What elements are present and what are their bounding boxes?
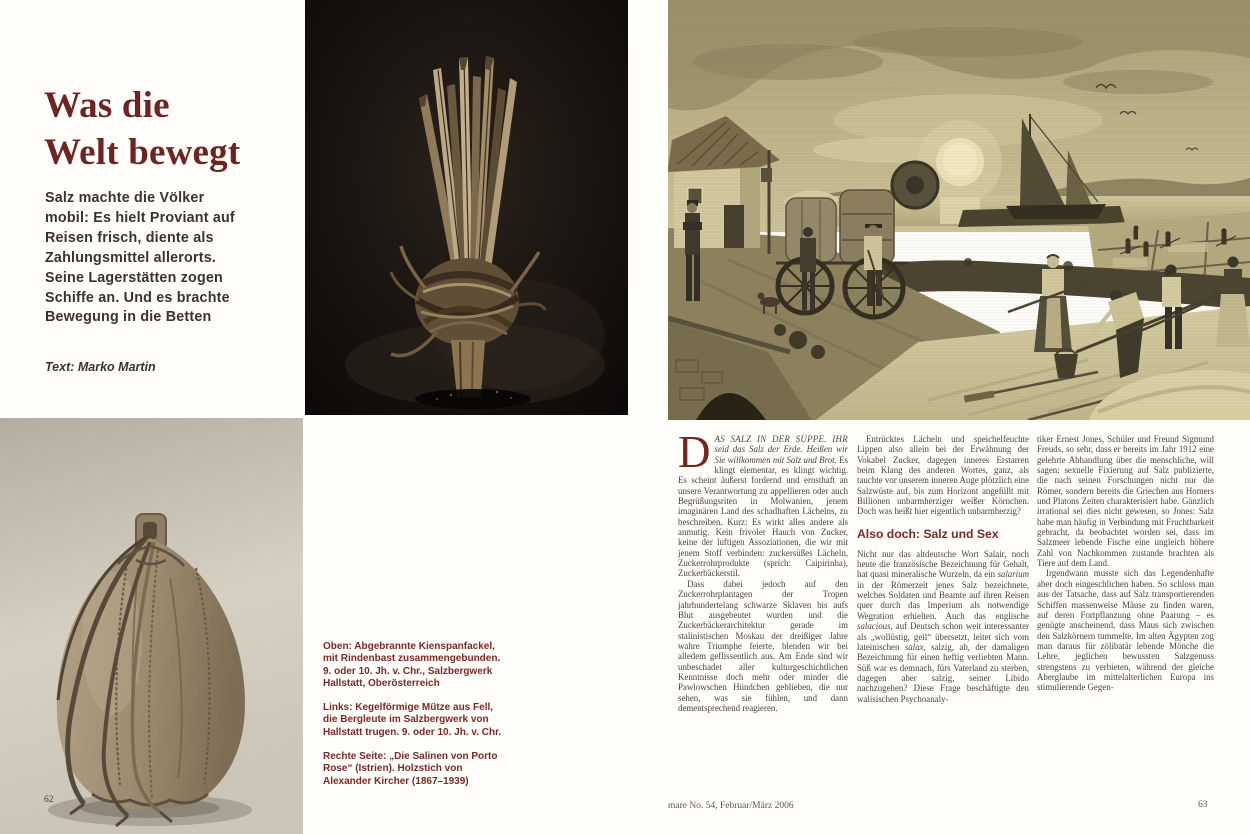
drop-cap: D: [678, 427, 711, 477]
page-title: [44, 82, 304, 176]
fur-cap-photo-art: [0, 418, 303, 834]
body-paragraph: Irgendwann musste sich das Legendenhafte aber doch eingeschlichen haben. So schloss man aus der Tatsache, dass auf Salz transportierenden Schiffen massenweise Mäuse zu finden waren, auf deren Fortpflanzung ohne Paarung – es genügte anscheinend, dass Maus sich zwischen den Salzkörnern tummelte. Im alten Ägypten zog man daraus für zölibatär lebende Mönche die Lehre, jeglichen bewussten Salzgenuss strengstens zu verbieten, während der gleiche Aberglaube im mittelalterlichen Europa ins stimulierende Gegen-: [1037, 568, 1214, 693]
torch-photo-art: [305, 0, 628, 415]
article-column-2: [857, 434, 1029, 800]
body-text: Nicht nur das altdeutsche Wort Salair, noch heute die französische Bezeichnung für Gehalt, hat quasi mineralische Wurzeln, da ein: [857, 548, 1029, 580]
byline: Text: Marko Martin: [45, 360, 156, 374]
latin-term: salarium: [997, 569, 1029, 580]
standfirst: Salz machte die Völker mobil: Es hielt Proviant auf Reisen frisch, diente als Zahlungsmittel allerorts. Seine Lagerstätten zogen Schiffe an. Und es brachte Bewegung in die Betten: [45, 190, 235, 326]
salt-works-engraving: [668, 0, 1250, 420]
page-number-right: 63: [1198, 800, 1208, 810]
body-text: Es klingt elementar, es klingt wichtig. Es scheint äußerst fordernd und ernsthaft an unsere Verantwortung zu appellieren oder auch Begrüßungsriten in Molwanien, jenem imaginären Land des schadhaften Lächelns, zu beschreiben. Kurz: Es wirkt alles andere als anmutig. Kein frivoler Hauch von Zucker, keine der luftigen Assoziationen, die wir mit jenem Stoff verbinden: zuckersüßes Lächeln, Zuckerrohrprodukte (sprich: Caipirinha), Zuckerbäckerstil.: [678, 454, 848, 579]
intro-italic: seid das Salz der Erde. Heißen wir Sie willkommen mit Salz und Brot.: [714, 444, 848, 465]
article-intro-paragraph: [678, 427, 848, 579]
issue-footer: mare No. 54, Februar/März 2006: [668, 801, 794, 811]
torch-photo: [305, 0, 628, 415]
caption-top-photo: Oben: Abgebrannte Kienspanfackel, mit Rindenbast zusammengebunden. 9. oder 10. Jh. v. Chr., Salzbergwerk Hallstatt, Oberösterreich: [323, 641, 501, 689]
fur-cap-photo: [0, 418, 303, 834]
article-column-1: [678, 427, 848, 800]
title-line-2: Welt bewegt: [44, 132, 241, 173]
latin-term: salax: [904, 641, 924, 652]
body-paragraph: tiker Ernest Jones, Schüler und Freund Sigmund Freuds, so sehr, dass er bereits im Jahr 1912 eine gelehrte Abhandlung über die menschliche, will sagen: sexuelle Fixierung auf Salz publizierte, die nach seinen Forschungen nicht nur die Römer, sondern bereits die Griechen aus Homers und Platons Zeiten charakterisiert habe. Gänzlich irrational sei dies nicht gewesen, so Jones: Salz habe man häufig in Verbindung mit Fruchtbarkeit gebracht, da beobachtet worden sei, dass im Salzmeer lebende Fische eine ungleich höhere Zahl von Nachkommen zustande brachten als Tiere auf dem Land.: [1037, 434, 1214, 569]
page-number-left: 62: [44, 795, 54, 805]
body-text: in der Römerzeit jenes Salz bezeichnete, welches Soldaten und Beamte auf ihren Reisen quer durch das Imperium als notwendige Wegration erhielten. Auch das englische: [857, 579, 1029, 621]
body-paragraph: [857, 549, 1029, 704]
latin-term: salacious: [857, 621, 891, 632]
caption-right-page: Rechte Seite: „Die Salinen von Porto Rose“ (Istrien). Holzstich von Alexander Kircher (1867–1939): [323, 751, 498, 787]
intro-caps: AS SALZ IN DER SUPPE. IHR: [714, 434, 848, 444]
section-subhead: Also doch: Salz und Sex: [857, 526, 999, 541]
salt-works-engraving-art: [668, 0, 1250, 420]
body-paragraph: Dass dabei jedoch auf den Zuckerrohrplantagen der Tropen jahrhundertelang schwarze Sklaven bis aufs Blut ausgebeutet wurden und die Zuckerbäckerarchitektur gerade im stalinistischen Moskau der dreißiger Jahre wahre Triumphe feierte, blenden wir bei alledem geflissentlich aus. Am Ende sind wir unbeschadet aller kulturgeschichtlichen Kenntnisse doch mehr oder minder die Pawlowschen Hündchen geblieben, die nur sehen, was sie fühlen, und dann dementsprechend reagieren.: [678, 578, 848, 713]
body-text: , salzig, ab, der damaligen Bezeichnung für einen heftig verliebten Mann. Süß war es demnach, fürs Vaterland zu sterben, dagegen aber salzig, seiner Libido nachzugehen? Diese Frage beschäftigte den walisischen Psychoanaly-: [857, 641, 1030, 704]
body-paragraph: Entrücktes Lächeln und speichelfeuchte Lippen also allein bei der Erwähnung der Vokabel Zucker, dagegen inneres Erstarren beim Klang des anderen Wortes, ganz, als tauchte vor unserem inneren Auge plötzlich eine Salzwüste auf, bis zum Horizont angefüllt mit Billionen unbarmherziger weißer Körnchen. Doch was heißt hier eigentlich unbarmherzig?: [857, 434, 1030, 517]
body-text: , auf Deutsch schon weit interessanter als „wollüstig, geil“ übersetzt, leitet sich vom lateinischen: [857, 621, 1029, 652]
caption-block: [323, 641, 503, 800]
article-column-3: [1037, 434, 1214, 800]
title-line-1: Was die: [44, 85, 170, 126]
caption-left-photo: Links: Kegelförmige Mütze aus Fell, die Bergleute im Salzbergwerk von Hallstatt trugen. 9. oder 10. Jh. v. Chr.: [323, 702, 502, 738]
